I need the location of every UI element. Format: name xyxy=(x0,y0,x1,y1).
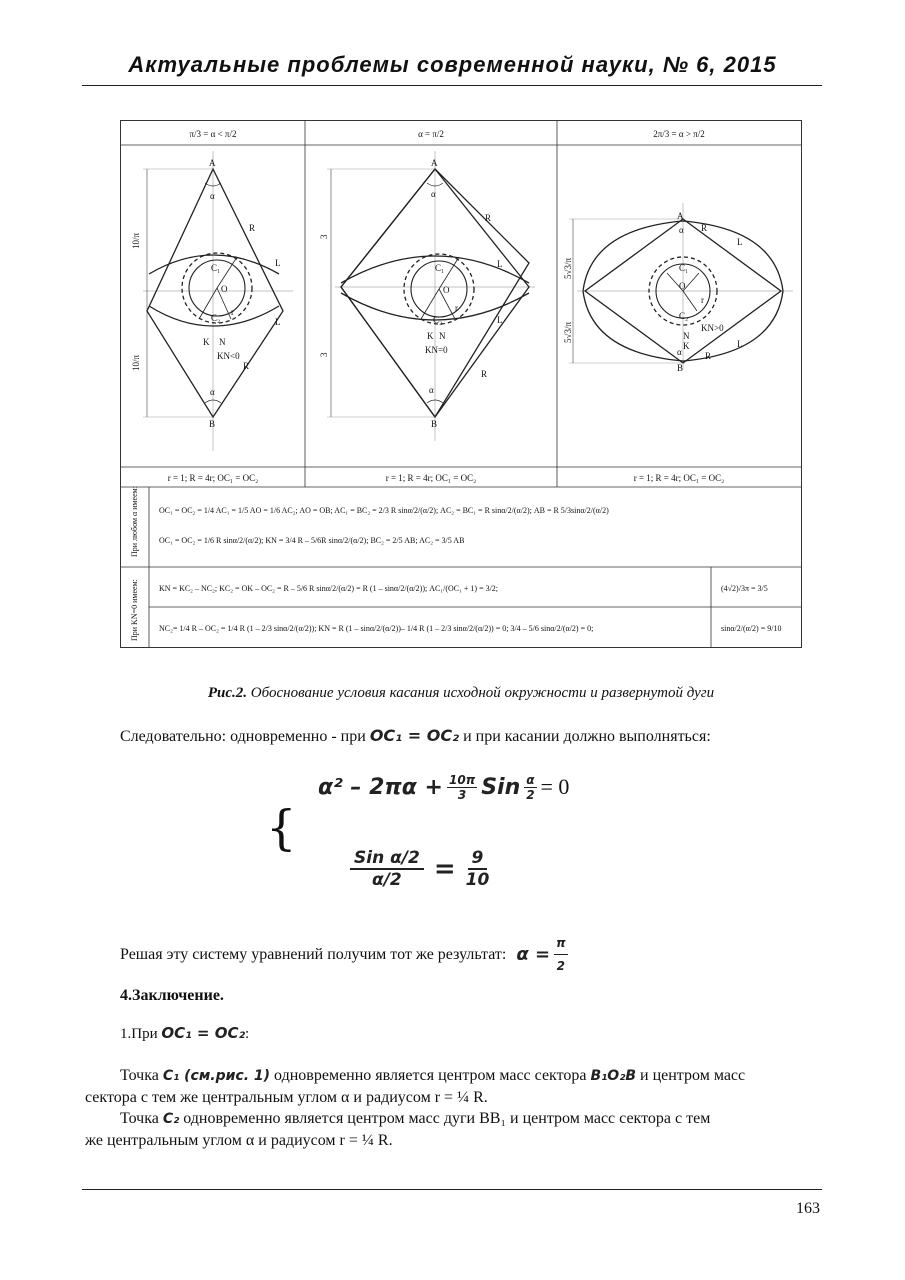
label-r-left: r xyxy=(231,307,234,317)
eq2-rhs-fraction xyxy=(466,848,490,890)
panel-left xyxy=(143,151,293,451)
label-alpha-mid-2: α xyxy=(429,385,434,395)
any-alpha-line1: OC₁ = OC₂ = 1/4 AC₁ = 1/5 AO = 1/6 AC₂; AO = OB; AC₁ = BC₂ = 2/3 R sinα/2/(α/2); AC₂ = BC₁ = R sinα/2/(α/2); AB = R 5/3sinα/2/(α/2) xyxy=(159,506,609,515)
item1-text: 1.При xyxy=(120,1026,158,1042)
dim-left-top: 10/π xyxy=(131,232,141,249)
figure-formula-rows xyxy=(159,506,781,633)
any-alpha-line2: OC₁ = OC₂ = 1/6 R sinα/2/(α/2); KN = 3/4 R – 5/6R sinα/2/(α/2); BC₂ = 2/5 AB; AC₂ = 3/5 AB xyxy=(159,536,465,545)
label-r-right: r xyxy=(701,295,704,305)
p2-text: Решая эту систему уравнений получим тот же результат: xyxy=(120,945,507,963)
item1-math: OC₁ = OC₂ xyxy=(161,1024,246,1042)
figure-side-labels xyxy=(130,486,139,641)
label-C1-right: C₁ xyxy=(679,263,689,273)
p1-start: Следовательно: одновременно - при xyxy=(120,728,366,745)
label-B-mid: B xyxy=(431,419,438,429)
equation-1 xyxy=(318,765,569,809)
p4-a: Точка xyxy=(120,1110,159,1127)
label-alpha-left-2: α xyxy=(210,387,215,397)
label-L-right-1: L xyxy=(737,237,743,247)
side-label-any-alpha: При любом α имеем: xyxy=(130,486,139,557)
label-R-right-1: R xyxy=(701,223,708,233)
p1-end: и при касании должно выполняться: xyxy=(463,728,711,745)
paragraph-1 xyxy=(120,725,820,748)
eq2-den: α/2 xyxy=(372,870,402,890)
p1-math: OC₁ = OC₂ xyxy=(369,726,460,745)
p4-line2: же центральным углом α и радиусом r = ¼ R. xyxy=(85,1132,393,1149)
p3-line1 xyxy=(85,1065,821,1087)
p4-m1: C₂ xyxy=(162,1111,180,1127)
label-K-left: K xyxy=(203,337,210,347)
caption-label: Рис.2. xyxy=(207,685,248,701)
eq2-num: Sin α/2 xyxy=(350,848,424,870)
cond-row-2: r = 1; R = 4r; OC₁ = OC₂ xyxy=(385,473,477,483)
label-R-left-2: R xyxy=(243,361,250,371)
paragraph-4 xyxy=(85,1108,821,1152)
label-N-left: N xyxy=(219,337,226,347)
eq1-lhs: α² – 2πα + xyxy=(318,774,443,800)
item-1 xyxy=(120,1022,249,1045)
p3-a: Точка xyxy=(120,1067,159,1084)
p3-c: и центром масс xyxy=(640,1067,746,1084)
label-C1-mid: C₁ xyxy=(435,263,445,273)
col-header-2: α = π/2 xyxy=(418,129,444,139)
label-O-right: O xyxy=(679,281,686,291)
dim-mid-top: 3 xyxy=(319,234,329,239)
eq2-rnum: 9 xyxy=(468,848,488,870)
p3-m1: C₁ (см.рис. 1) xyxy=(162,1068,271,1084)
p2-num: π xyxy=(554,932,568,955)
dim-right-bot: 5√3/π xyxy=(563,322,573,343)
eq1-rhs: = 0 xyxy=(540,774,570,799)
kn-label-right: KN>0 xyxy=(701,323,724,333)
label-r-mid: r xyxy=(455,303,458,313)
label-N-mid: N xyxy=(439,331,446,341)
figure-table xyxy=(120,120,802,648)
cond-row-3: r = 1; R = 4r; OC₁ = OC₂ xyxy=(633,473,725,483)
p3-b: одновременно является центром масс сектора xyxy=(274,1067,587,1084)
kn0-line1: KN = KC₂ – NC₂; KC₂ = OK – OC₂ = R – 5/6 R sinα/2/(α/2) = R (1 – sinα/2/(α/2)); AC₁/(OC₁ + 1) = 3/2; xyxy=(159,584,499,593)
journal-header: Актуальные проблемы современной науки, № 6, 2015 xyxy=(128,52,777,77)
label-N-right: N xyxy=(683,331,690,341)
label-O-left: O xyxy=(221,284,228,294)
p3-line2: сектора с тем же центральным углом α и радиусом r = ¼ R. xyxy=(85,1089,488,1106)
p2-fraction xyxy=(554,932,568,977)
label-L-left-2: L xyxy=(275,317,281,327)
system-brace: { xyxy=(266,800,297,856)
cond-row-1: r = 1; R = 4r; OC₁ = OC₂ xyxy=(167,473,259,483)
kn-label-left: KN<0 xyxy=(217,351,240,361)
eq1-arg-num: α xyxy=(526,772,535,787)
label-K-right: K xyxy=(683,341,690,351)
paragraph-3 xyxy=(85,1065,821,1109)
label-B-left: B xyxy=(209,419,216,429)
col-header-1: π/3 = α < π/2 xyxy=(189,129,237,139)
eq1-fraction xyxy=(447,773,477,802)
kn-label-mid: KN=0 xyxy=(425,345,448,355)
label-L-left-1: L xyxy=(275,258,281,268)
eq1-frac-num: 10π xyxy=(449,772,476,787)
label-R-left-1: R xyxy=(249,223,256,233)
eq1-arg xyxy=(524,773,536,802)
label-C2-left: C₂ xyxy=(211,313,221,323)
label-B-right: B xyxy=(677,363,684,373)
label-C1-left: C₁ xyxy=(211,263,221,273)
paragraph-2 xyxy=(120,932,568,977)
label-R-right-2: R xyxy=(705,351,712,361)
dim-left-bot: 10/π xyxy=(131,354,141,371)
p4-b: одновременно является центром масс дуги ВВ₁ и центром масс сектора с тем xyxy=(183,1110,711,1127)
label-L-mid-2: L xyxy=(497,315,503,325)
eq2-lhs-fraction xyxy=(350,848,424,890)
eq2-rden: 10 xyxy=(465,870,490,890)
panel-left-labels xyxy=(131,158,281,429)
figure-caption xyxy=(120,685,802,702)
label-A-right: A xyxy=(677,211,684,221)
label-R-mid-1: R xyxy=(485,213,492,223)
eq1-frac-den: 3 xyxy=(457,787,467,802)
label-O-mid: O xyxy=(443,285,450,295)
col-header-3: 2π/3 = α > π/2 xyxy=(653,129,705,139)
panel-right-labels xyxy=(563,211,743,373)
figure-svg xyxy=(121,121,801,647)
label-A-mid: A xyxy=(431,158,438,168)
label-L-right-2: L xyxy=(737,339,743,349)
p3-m2: B₁O₂B xyxy=(590,1068,637,1084)
item1-colon: : xyxy=(245,1026,250,1042)
p2-den: 2 xyxy=(556,959,565,973)
header-rule xyxy=(82,85,822,86)
p4-line1 xyxy=(85,1108,821,1130)
dim-right-top: 5√3/π xyxy=(563,258,573,279)
label-C2-right: C₂ xyxy=(679,311,689,321)
label-alpha-right-1: α xyxy=(679,225,684,235)
eq1-sin: Sin xyxy=(481,774,521,800)
label-alpha-right-2: α xyxy=(677,347,682,357)
dim-mid-bot: 3 xyxy=(319,352,329,357)
label-K-mid: K xyxy=(427,331,434,341)
side-label-kn0: При KN=0 имеем: xyxy=(130,579,139,641)
eq2-equals: = xyxy=(433,854,456,884)
label-alpha-left-1: α xyxy=(210,191,215,201)
kn0-line1-right: (4√2)/3π = 3/5 xyxy=(721,584,768,593)
label-C2-mid: C₂ xyxy=(433,315,443,325)
kn0-line2: NC₂= 1/4 R – OC₂ = 1/4 R (1 – 2/3 sinα/2/(α/2)); KN = R (1 – sinα/2/(α/2))– 1/4 R (1 – 2/3 sinα/2/(α/2)) = 0; 3/4 – 5/6 sinα/2/(α/2) = 0; xyxy=(159,624,594,633)
page-number: 163 xyxy=(796,1200,820,1217)
label-L-mid-1: L xyxy=(497,259,503,269)
label-alpha-mid-1: α xyxy=(431,189,436,199)
section-heading: 4.Заключение. xyxy=(120,987,224,1004)
label-A-left: A xyxy=(209,158,216,168)
eq1-arg-den: 2 xyxy=(526,787,535,802)
label-R-mid-2: R xyxy=(481,369,488,379)
kn0-line2-right: sinα/2/(α/2) = 9/10 xyxy=(721,624,782,633)
equation-2 xyxy=(350,848,489,890)
p2-lhs: α = xyxy=(516,943,551,965)
caption-text: Обоснование условия касания исходной окружности и развернутой дуги xyxy=(247,685,715,701)
footer-rule xyxy=(82,1189,822,1190)
